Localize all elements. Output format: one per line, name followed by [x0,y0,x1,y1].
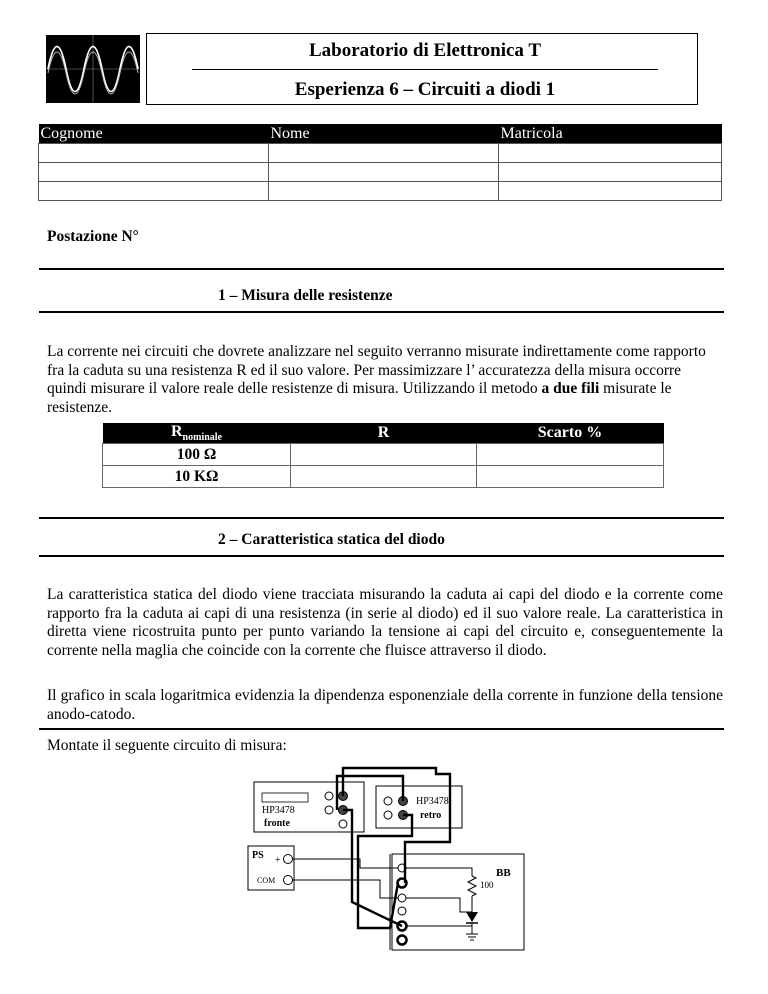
table-row [39,182,722,201]
section-1-bold-text: a due fili [541,380,600,397]
nominal-value: 10 KΩ [103,466,291,488]
header-matricola: Matricola [499,124,722,144]
section-1-text: La corrente nei circuiti che dovrete analizzare nel seguito verranno misurate indirettamente come rapporto fra la caduta su una resistenza R ed il suo valore. Per massimizzare l’ accuratezza della misura occorre quindi misurare il valore reale delle resistenze di misura. Utilizzando il metodo [47,343,706,397]
page-title: Laboratorio di Elettronica T [308,40,542,61]
header-scarto: Scarto % [477,423,664,444]
header-r: R [291,423,477,444]
section-rule [39,517,724,519]
matricola-field[interactable] [499,144,722,163]
section-rule [39,268,724,270]
section-2-paragraph-2: Il grafico in scala logaritmica evidenzia la dipendenza esponenziale della corrente in funzione della tensione anodo-catodo. [47,687,723,723]
nome-field[interactable] [269,163,499,182]
hp-front-side: fronte [264,818,290,829]
hp-back-model: HP3478 [416,796,449,807]
header-r-nominale-sub: nominale [182,432,222,444]
section-2-paragraph-1: La caratteristica statica del diodo viene tracciata misurando la caduta ai capi del diodo e la corrente come rapporto fra la caduta ai capi di una resistenza (in serie al diodo) ed il suo valore reale. La caratteristica in diretta viene ricostruita punto per punto variando la tensione ai capi del circuito e, conseguentemente la corrente nella maglia che coincide con la corrente che fluisce attraverso il diodo. [47,586,723,659]
section-rule [39,555,724,557]
postazione-label: Postazione N° [47,228,139,245]
table-row [103,466,664,488]
ps-label: PS [252,850,264,861]
cognome-field[interactable] [39,182,269,201]
resistance-table-header [103,423,664,444]
section-1-paragraph [47,343,723,417]
student-table-header [39,124,722,144]
bb-label: BB [496,867,511,879]
section-1-title: 1 – Misura delle resistenze [218,287,393,304]
header-r-nominale-main: R [170,423,183,440]
section-rule [39,311,724,313]
header-r-nominale [103,423,291,444]
circuit-diagram [240,762,540,993]
r-measured-field[interactable] [291,466,477,488]
nome-field[interactable] [269,182,499,201]
header-nome: Nome [269,124,499,144]
nome-field[interactable] [269,144,499,163]
scarto-field[interactable] [477,466,664,488]
scarto-field[interactable] [477,444,664,466]
header-cognome: Cognome [39,124,269,144]
circuit-instruction: Montate il seguente circuito di misura: [47,737,287,754]
r-measured-field[interactable] [291,444,477,466]
section-rule [39,728,724,730]
cognome-field[interactable] [39,163,269,182]
hp-back-side: retro [420,810,442,821]
table-row [39,163,722,182]
table-row [103,444,664,466]
resistance-table [102,423,664,488]
resistor-value: 100 [480,880,494,890]
oscilloscope-sine-icon [40,33,147,105]
ps-com-label: COM [257,876,276,885]
nominal-value: 100 Ω [103,444,291,466]
section-2-title: 2 – Caratteristica statica del diodo [218,531,445,548]
section-1-text-end: misurate le resistenze. [47,380,672,416]
matricola-field[interactable] [499,163,722,182]
table-row [39,144,722,163]
cognome-field[interactable] [39,144,269,163]
matricola-field[interactable] [499,182,722,201]
student-table [38,124,722,201]
hp-front-model: HP3478 [262,805,295,816]
header-divider [192,69,658,70]
ps-plus-label: + [275,855,281,866]
page-subtitle: Esperienza 6 – Circuiti a diodi 1 [294,79,556,100]
